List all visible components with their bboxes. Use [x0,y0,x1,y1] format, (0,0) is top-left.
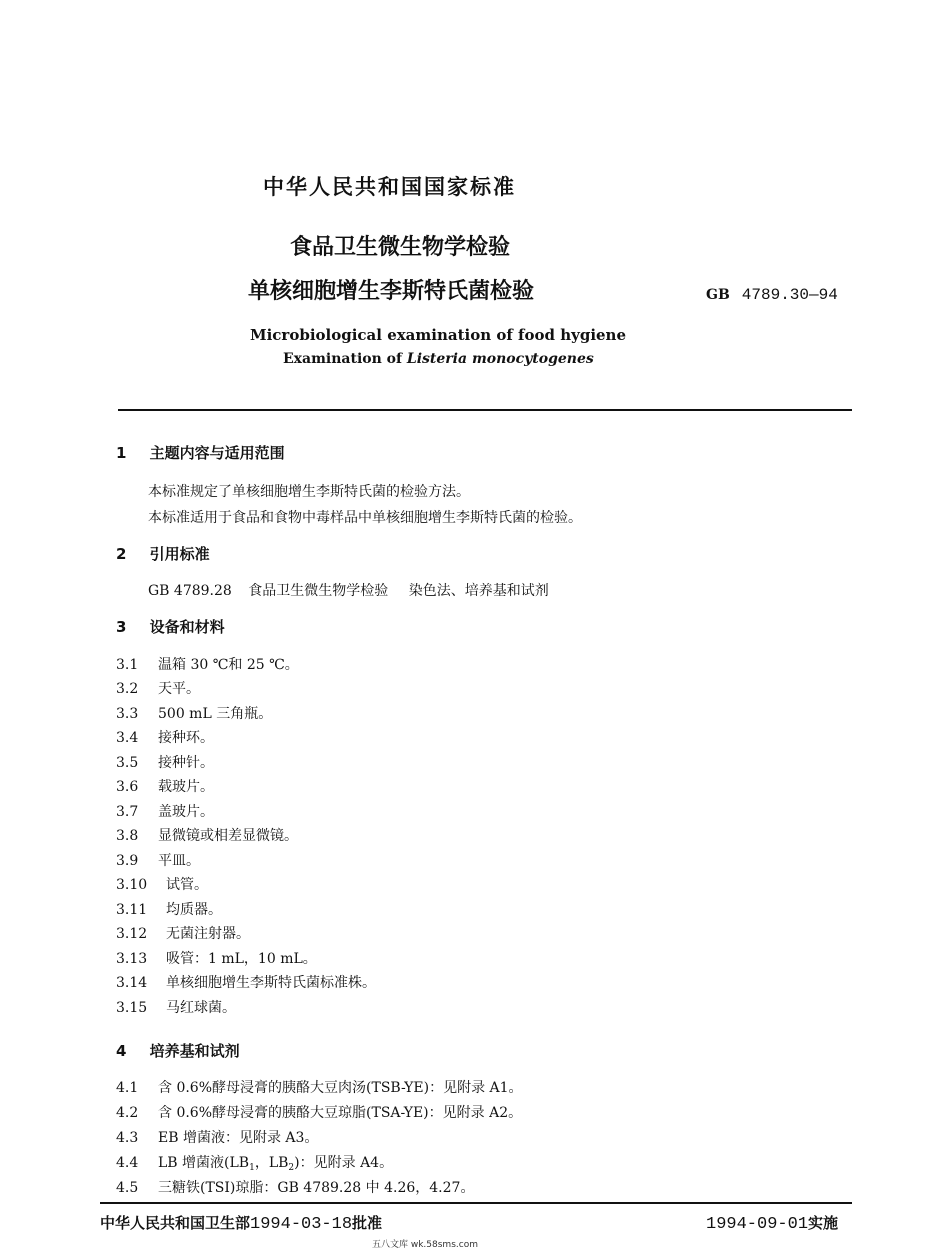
list-item [116,752,214,772]
section-2-number: 2 [116,545,127,563]
item-number: 4.2 [116,1105,139,1121]
item-number: 3.14 [116,975,148,991]
list-item [116,654,299,674]
header-rule [118,409,852,411]
section-4-number: 4 [116,1042,127,1060]
item-number: 3.8 [116,828,139,844]
item-text: 三糖铁(TSI)琼脂：GB 4789.28 中 4.26，4.27。 [158,1180,475,1196]
item-number: 3.5 [116,755,139,771]
standard-number [706,286,838,304]
item-text: 吸管：1 mL，10 mL。 [166,951,317,967]
list-item [116,874,208,894]
item-number: 3.7 [116,804,139,820]
section-4-heading [116,1040,240,1061]
item-text: 含 0.6%酵母浸膏的胰酪大豆琼脂(TSA-YE)：见附录 A2。 [158,1105,523,1121]
item-text: 接种针。 [158,755,214,771]
section-1-heading [116,442,285,463]
title-line-1: 食品卫生微生物学检验 [290,235,511,260]
item-text-sub-1: 1 [249,1163,255,1173]
section-2-heading [116,543,210,564]
approval-word: 批准 [352,1214,383,1232]
item-number: 3.15 [116,1000,148,1016]
item-text: 均质器。 [166,902,222,918]
list-item [116,776,214,796]
item-text: 含 0.6%酵母浸膏的胰酪大豆肉汤(TSB-YE)：见附录 A1。 [158,1080,523,1096]
item-text: 盖玻片。 [158,804,214,820]
implementation-line [706,1212,838,1234]
item-number: 3.13 [116,951,148,967]
item-number: 3.11 [116,902,148,918]
item-text: EB 增菌液：见附录 A3。 [158,1130,319,1146]
item-text: 平皿。 [158,853,200,869]
standard-code: 4789.30—94 [741,286,838,304]
english-title-italic: Listeria monocytogenes [406,351,594,367]
section-3-title: 设备和材料 [149,618,225,636]
section-3-number: 3 [116,618,127,636]
reference-title: 食品卫生微生物学检验 [248,583,389,599]
list-item [116,850,200,870]
reference-standard-line [148,580,549,600]
item-number: 3.9 [116,853,139,869]
section-1-paragraph-1: 本标准规定了单核细胞增生李斯特氏菌的检验方法。 [148,484,470,500]
list-item [116,923,250,943]
list-item [116,1102,522,1122]
approval-date: 1994-03-18 [250,1215,353,1234]
item-text: 温箱 30 ℃和 25 ℃。 [158,657,299,673]
list-item [116,1127,318,1147]
english-title-line-2 [283,351,594,367]
item-text: 接种环。 [158,730,214,746]
national-standard-heading: 中华人民共和国国家标准 [263,175,516,199]
list-item [116,948,317,968]
english-title-line-1: Microbiological examination of food hygiene [250,326,627,344]
section-3-heading [116,616,225,637]
list-item [116,1177,474,1197]
list-item [116,727,214,747]
item-number: 3.10 [116,877,148,893]
item-text: 显微镜或相差显微镜。 [158,828,298,844]
reference-code: GB 4789.28 [148,583,232,599]
section-1-title: 主题内容与适用范围 [149,444,285,462]
item-number: 3.2 [116,681,139,697]
item-text: 天平。 [158,681,200,697]
list-item [116,678,200,698]
item-number: 3.4 [116,730,139,746]
issuing-authority: 中华人民共和国卫生部 [100,1214,251,1232]
section-1-paragraph-2: 本标准适用于食品和食物中毒样品中单核细胞增生李斯特氏菌的检验。 [148,510,582,526]
item-text: 无菌注射器。 [166,926,250,942]
item-text-pre: LB 增菌液(LB [158,1155,250,1171]
section-1-number: 1 [116,444,127,462]
watermark-text: 五八文库 wk.58sms.com [372,1240,478,1250]
approval-line [100,1212,382,1234]
item-number: 4.3 [116,1130,139,1146]
list-item [116,703,272,723]
list-item [116,972,376,992]
footer-rule [100,1202,852,1204]
item-text: 马红球菌。 [166,1000,236,1016]
section-4-title: 培养基和试剂 [149,1042,240,1060]
implementation-date: 1994-09-01 [706,1215,809,1234]
list-item [116,997,236,1017]
item-number: 3.3 [116,706,139,722]
list-item [116,1077,523,1097]
item-text-post: )：见附录 A4。 [294,1155,394,1171]
section-2-title: 引用标准 [149,545,210,563]
list-item [116,899,222,919]
list-item [116,1152,393,1173]
item-number: 4.4 [116,1155,139,1171]
item-text: 500 mL 三角瓶。 [158,706,273,722]
title-line-2: 单核细胞增生李斯特氏菌检验 [248,279,535,304]
item-number: 4.1 [116,1080,139,1096]
reference-subtitle: 染色法、培养基和试剂 [408,583,549,599]
item-text: 试管。 [166,877,208,893]
item-text-mid: ，LB [254,1155,289,1171]
implementation-word: 实施 [808,1214,839,1232]
item-number: 4.5 [116,1180,139,1196]
item-number: 3.12 [116,926,148,942]
english-title-plain: Examination of [283,351,407,367]
list-item [116,825,298,845]
list-item [116,801,214,821]
item-text: 载玻片。 [158,779,214,795]
item-text: 单核细胞增生李斯特氏菌标准株。 [166,975,376,991]
item-number: 3.1 [116,657,139,673]
item-text-sub-2: 2 [288,1163,295,1173]
standard-prefix: GB [706,287,730,303]
item-number: 3.6 [116,779,139,795]
